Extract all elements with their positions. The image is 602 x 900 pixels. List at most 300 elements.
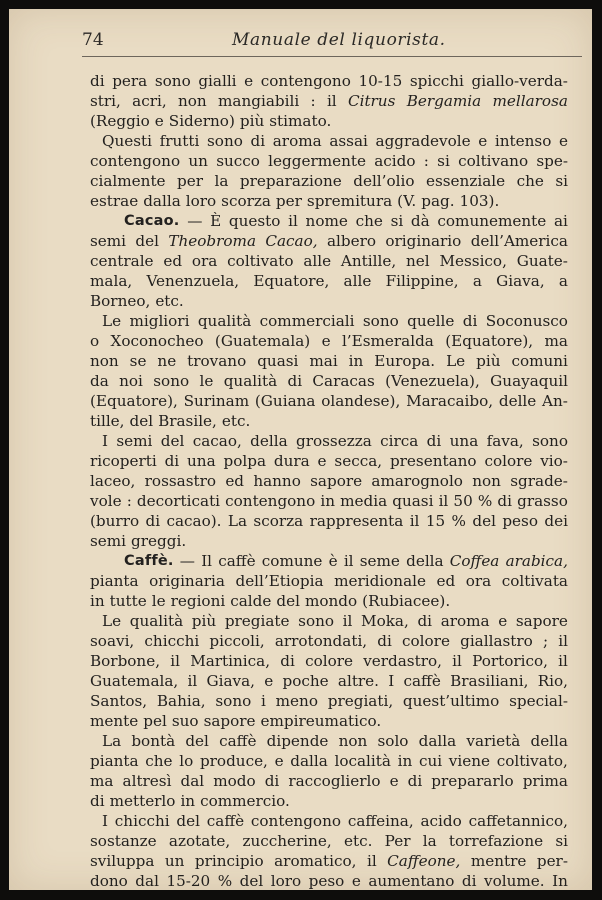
word: calde xyxy=(230,592,272,610)
word: altre. xyxy=(337,672,379,690)
word: La xyxy=(227,512,248,530)
word: sono xyxy=(298,612,335,630)
word: 15 xyxy=(425,512,446,530)
word: altresì xyxy=(122,772,172,790)
word: Brasiliani, xyxy=(450,672,529,690)
word: le xyxy=(151,592,166,610)
word: chicchi xyxy=(144,632,200,650)
word: e xyxy=(274,752,284,770)
word: a xyxy=(558,272,568,290)
word: spremitura xyxy=(306,192,393,210)
word: caffè xyxy=(219,732,257,750)
text-line xyxy=(90,91,568,111)
paragraph-start xyxy=(90,311,568,331)
word: di xyxy=(426,432,442,450)
word: In xyxy=(552,872,568,890)
word: caffetannico, xyxy=(468,812,568,830)
word: del xyxy=(129,412,154,430)
word: etc. xyxy=(155,292,184,310)
word: dell’America xyxy=(470,232,568,250)
word: se xyxy=(129,352,147,370)
word: in xyxy=(348,352,364,370)
word: il xyxy=(187,672,198,690)
word: un xyxy=(188,152,208,170)
text-line xyxy=(90,871,568,890)
word: del xyxy=(176,812,200,830)
text-line xyxy=(90,391,568,411)
word: Theobroma xyxy=(168,232,256,250)
word: più xyxy=(476,352,501,370)
word: in xyxy=(320,492,335,510)
word: acido xyxy=(374,152,416,170)
word: una xyxy=(449,432,479,450)
word: grasso xyxy=(517,492,568,510)
word: sono xyxy=(153,372,190,390)
word: bontà xyxy=(131,732,176,750)
word: assai xyxy=(329,132,368,150)
word: 103). xyxy=(459,192,500,210)
word: verdastro, xyxy=(363,652,442,670)
word: Surinam xyxy=(183,392,250,410)
word: commerciali xyxy=(259,312,355,330)
word: del xyxy=(185,732,209,750)
word: e xyxy=(321,332,331,350)
word: Xoconocheo xyxy=(110,332,204,350)
word: di xyxy=(417,612,433,630)
word: dei xyxy=(544,512,568,530)
word: un xyxy=(164,852,185,870)
word: gialli xyxy=(198,72,237,90)
word: alle xyxy=(343,272,372,290)
word: che xyxy=(516,172,544,190)
text-line xyxy=(90,671,568,691)
paragraph-start xyxy=(90,811,568,831)
text-line xyxy=(90,151,568,171)
text-line xyxy=(90,791,568,811)
word: viene xyxy=(448,752,490,770)
word: ai xyxy=(553,212,568,230)
word: aroma xyxy=(440,612,490,630)
word: si xyxy=(437,152,450,170)
word: aumentano xyxy=(368,872,455,890)
text-line xyxy=(90,511,568,531)
word: seme xyxy=(359,552,400,570)
word: Guatemala, xyxy=(90,672,179,690)
word: non xyxy=(90,352,119,370)
word: È xyxy=(210,212,222,230)
word: greggi. xyxy=(131,532,187,550)
word: alle xyxy=(303,252,332,270)
word: Brasile, xyxy=(158,412,217,430)
word: originaria xyxy=(149,572,225,590)
word: il xyxy=(288,212,298,230)
word: mente xyxy=(90,712,139,730)
text-line xyxy=(90,851,568,871)
word: intenso xyxy=(494,132,552,150)
entry-cacao-line xyxy=(90,211,568,231)
word: dell’olio xyxy=(353,172,415,190)
word: (Reggio xyxy=(90,112,150,130)
word: comunemente xyxy=(437,212,547,230)
word: succo xyxy=(216,152,260,170)
word: di xyxy=(280,652,295,670)
word: nome xyxy=(305,212,348,230)
word: acido xyxy=(420,812,462,830)
word: etc. xyxy=(221,412,251,430)
word: Il xyxy=(201,552,213,570)
word: aromatico, xyxy=(274,852,357,870)
word: torrefazione xyxy=(448,832,544,850)
word: a xyxy=(472,272,482,290)
word: (Equatore), xyxy=(90,392,178,410)
word: comune xyxy=(261,552,323,570)
word: laceo, xyxy=(90,472,136,490)
word: commercio. xyxy=(200,792,290,810)
book-page xyxy=(9,9,592,890)
word: ; xyxy=(542,632,549,650)
word: acri, xyxy=(132,92,167,110)
word: di xyxy=(377,632,392,650)
word: di xyxy=(461,872,477,890)
word: zuccherine, xyxy=(242,832,332,850)
word: Le xyxy=(102,612,122,630)
word: spe- xyxy=(536,152,568,170)
word: e xyxy=(498,612,508,630)
word: caffè xyxy=(218,552,256,570)
word: peso xyxy=(502,512,538,530)
text-line xyxy=(90,651,568,671)
word: Caracas xyxy=(312,372,375,390)
word: Martinica, xyxy=(190,652,271,670)
word: di xyxy=(90,792,105,810)
word: Filippine, xyxy=(385,272,459,290)
word: la xyxy=(214,172,229,190)
word: La xyxy=(102,732,122,750)
word: o xyxy=(90,332,100,350)
text-line xyxy=(90,251,568,271)
word: colore xyxy=(484,452,533,470)
word: cui xyxy=(418,752,443,770)
word: per xyxy=(275,192,302,210)
word: mondo xyxy=(304,592,358,610)
word: di xyxy=(145,512,161,530)
word: : xyxy=(126,492,132,510)
word: empireumatico. xyxy=(260,712,382,730)
word: delle xyxy=(498,392,537,410)
word: 50 xyxy=(453,492,473,510)
word: ma xyxy=(90,772,114,790)
word: Bergamia xyxy=(406,92,482,110)
word: (Venezuela), xyxy=(385,372,480,390)
word: metterlo xyxy=(109,792,176,810)
word: Bahia, xyxy=(156,692,206,710)
text-line xyxy=(90,231,568,251)
word: del xyxy=(239,872,264,890)
word: che xyxy=(145,752,173,770)
word: pera xyxy=(112,72,148,90)
word: di xyxy=(90,72,105,90)
word: vio- xyxy=(540,452,568,470)
word: (Rubiacee). xyxy=(362,592,451,610)
word: Moka, xyxy=(361,612,409,630)
text-line xyxy=(90,71,568,91)
text-line xyxy=(90,411,568,431)
word: pianta xyxy=(90,572,139,590)
word: qualità xyxy=(223,372,278,390)
word: I xyxy=(102,432,108,450)
word: estrae xyxy=(90,192,139,210)
word: di xyxy=(497,492,512,510)
paragraph-start xyxy=(90,131,568,151)
text-line xyxy=(90,331,568,351)
text-line xyxy=(90,291,568,311)
word: varietà xyxy=(466,732,521,750)
word: colore xyxy=(305,652,353,670)
word: dal xyxy=(180,772,205,790)
word: (Guiana xyxy=(254,392,316,410)
word: poche xyxy=(282,672,329,690)
word: dipende xyxy=(266,732,329,750)
word: aggradevole xyxy=(375,132,471,150)
word: Soconusco xyxy=(485,312,568,330)
text-line xyxy=(90,691,568,711)
word: dono xyxy=(90,872,128,890)
word: (Guatemala) xyxy=(214,332,311,350)
word: albero xyxy=(326,232,376,250)
word: Messico, xyxy=(439,252,507,270)
word: Borneo, xyxy=(90,292,151,310)
word: il xyxy=(558,632,568,650)
word: Per xyxy=(384,832,411,850)
word: il xyxy=(438,492,449,510)
word: : xyxy=(423,152,429,170)
paragraph-start xyxy=(90,611,568,631)
text-line xyxy=(90,111,568,131)
word: in xyxy=(90,592,105,610)
word: comuni xyxy=(511,352,568,370)
word: : xyxy=(310,92,316,110)
word: — xyxy=(187,212,203,230)
word: il xyxy=(170,652,180,670)
word: del xyxy=(472,512,496,530)
text-line xyxy=(90,631,568,651)
word: di xyxy=(164,452,180,470)
word: amarognolo xyxy=(371,472,463,490)
paragraph-start xyxy=(90,731,568,751)
word: sono xyxy=(154,72,191,90)
body-text xyxy=(90,71,568,890)
word: sono xyxy=(207,132,243,150)
word: sapore xyxy=(310,472,363,490)
word: An- xyxy=(542,392,568,410)
word: il xyxy=(343,552,354,570)
word: il xyxy=(342,612,353,630)
word: Antille, xyxy=(340,252,397,270)
word: secca, xyxy=(334,452,383,470)
word: mellarosa xyxy=(492,92,568,110)
word: grossezza xyxy=(296,432,372,450)
word: % xyxy=(217,872,233,890)
word: nel xyxy=(405,252,430,270)
word: 15-20 xyxy=(166,872,211,890)
word: piccoli, xyxy=(209,632,265,650)
text-line xyxy=(90,571,568,591)
word: di xyxy=(407,772,423,790)
word: si xyxy=(390,212,404,230)
word: hanno xyxy=(253,472,301,490)
word: I xyxy=(388,672,395,690)
word: raccoglierlo xyxy=(288,772,381,790)
word: ne xyxy=(157,352,177,370)
word: non xyxy=(338,732,368,750)
word: dal xyxy=(135,872,159,890)
word: (Equatore), xyxy=(445,332,534,350)
word: coltivata xyxy=(501,572,568,590)
word: caffeina, xyxy=(347,812,414,830)
word: sapore xyxy=(203,712,256,730)
word: meno xyxy=(275,692,318,710)
word: Questi xyxy=(102,132,152,150)
word: ricoperti xyxy=(90,452,157,470)
word: coltivano xyxy=(458,152,529,170)
word: Citrus xyxy=(347,92,396,110)
word: Santos, xyxy=(90,692,148,710)
word: della xyxy=(250,432,288,450)
word: del xyxy=(135,232,159,250)
word: quasi xyxy=(392,492,434,510)
word: sono xyxy=(532,432,568,450)
word: loro xyxy=(185,192,217,210)
word: prepararlo xyxy=(431,772,514,790)
word: cacao). xyxy=(166,512,222,530)
word: il xyxy=(326,92,337,110)
word: Venenzuela, xyxy=(146,272,240,290)
word: prima xyxy=(522,772,568,790)
word: Cacao, xyxy=(265,232,318,250)
word: si xyxy=(555,832,568,850)
word: etc. xyxy=(343,832,373,850)
word: — xyxy=(179,552,195,570)
word: ora xyxy=(465,572,492,590)
word: mai xyxy=(309,352,338,370)
word: pel xyxy=(143,712,167,730)
word: la xyxy=(422,832,437,850)
word: di xyxy=(462,312,478,330)
word: originario xyxy=(385,232,462,250)
word: noi xyxy=(119,372,143,390)
text-line xyxy=(90,271,568,291)
word: cacao, xyxy=(192,432,242,450)
word: contengono xyxy=(225,492,316,510)
word: tille, xyxy=(90,412,125,430)
word: del xyxy=(160,432,185,450)
word: dalla xyxy=(143,192,181,210)
word: della xyxy=(530,732,568,750)
word: pianta xyxy=(90,752,139,770)
text-line xyxy=(90,171,568,191)
word: meridionale xyxy=(334,572,426,590)
word: in xyxy=(397,752,413,770)
word: media xyxy=(340,492,388,510)
word: della xyxy=(406,552,444,570)
word: circa xyxy=(380,432,419,450)
entry-caffe-line xyxy=(90,551,568,571)
word: coltivato xyxy=(227,252,294,270)
word: vole xyxy=(90,492,122,510)
word: pag. xyxy=(421,192,455,210)
word: suo xyxy=(171,712,199,730)
word: ora xyxy=(191,252,218,270)
word: Le xyxy=(102,312,122,330)
word: il xyxy=(409,512,420,530)
word: più xyxy=(239,112,265,130)
word: essenziale xyxy=(425,172,506,190)
word: solo xyxy=(377,732,409,750)
word: i xyxy=(261,692,266,710)
word: fava, xyxy=(486,432,524,450)
word: cialmente xyxy=(90,172,166,190)
word: dura xyxy=(273,452,310,470)
word: lo xyxy=(179,752,194,770)
text-line xyxy=(90,491,568,511)
word: e xyxy=(351,872,361,890)
word: presentano xyxy=(389,452,477,470)
word: Europa. xyxy=(374,352,436,370)
word: giallastro xyxy=(460,632,533,650)
word: Le xyxy=(446,352,466,370)
word: 10-15 xyxy=(358,72,403,90)
word: decorticati xyxy=(136,492,221,510)
text-line xyxy=(90,451,568,471)
word: e xyxy=(558,132,568,150)
word: giallo-verda- xyxy=(471,72,568,90)
word: Borbone, xyxy=(90,652,161,670)
text-line xyxy=(90,471,568,491)
word: arabica, xyxy=(505,552,568,570)
word: scorza xyxy=(221,192,271,210)
word: Giava, xyxy=(496,272,545,290)
word: il xyxy=(558,652,568,670)
word: questo xyxy=(228,212,281,230)
word: una xyxy=(187,452,216,470)
word: loro xyxy=(270,872,302,890)
word: contengono xyxy=(260,72,351,90)
word: non xyxy=(472,472,501,490)
word: coltivato, xyxy=(496,752,568,770)
page-number: 74 xyxy=(82,30,104,50)
word: è xyxy=(328,552,338,570)
word: olandese), xyxy=(321,392,401,410)
word: le xyxy=(199,372,214,390)
word: per xyxy=(177,172,204,190)
word: Caffè. xyxy=(124,553,174,569)
text-line xyxy=(90,831,568,851)
word: caffè xyxy=(403,672,441,690)
word: colore xyxy=(402,632,450,650)
word: ed xyxy=(225,472,245,490)
word: produce, xyxy=(199,752,268,770)
word: sono xyxy=(215,692,252,710)
word: località xyxy=(334,752,391,770)
word: regioni xyxy=(170,592,226,610)
word: scorza xyxy=(253,512,304,530)
word: e xyxy=(264,672,274,690)
word: aroma xyxy=(272,132,322,150)
word: mentre xyxy=(470,852,527,870)
word: pregiate xyxy=(224,612,290,630)
word: qualità xyxy=(197,312,252,330)
word: Rio, xyxy=(537,672,568,690)
